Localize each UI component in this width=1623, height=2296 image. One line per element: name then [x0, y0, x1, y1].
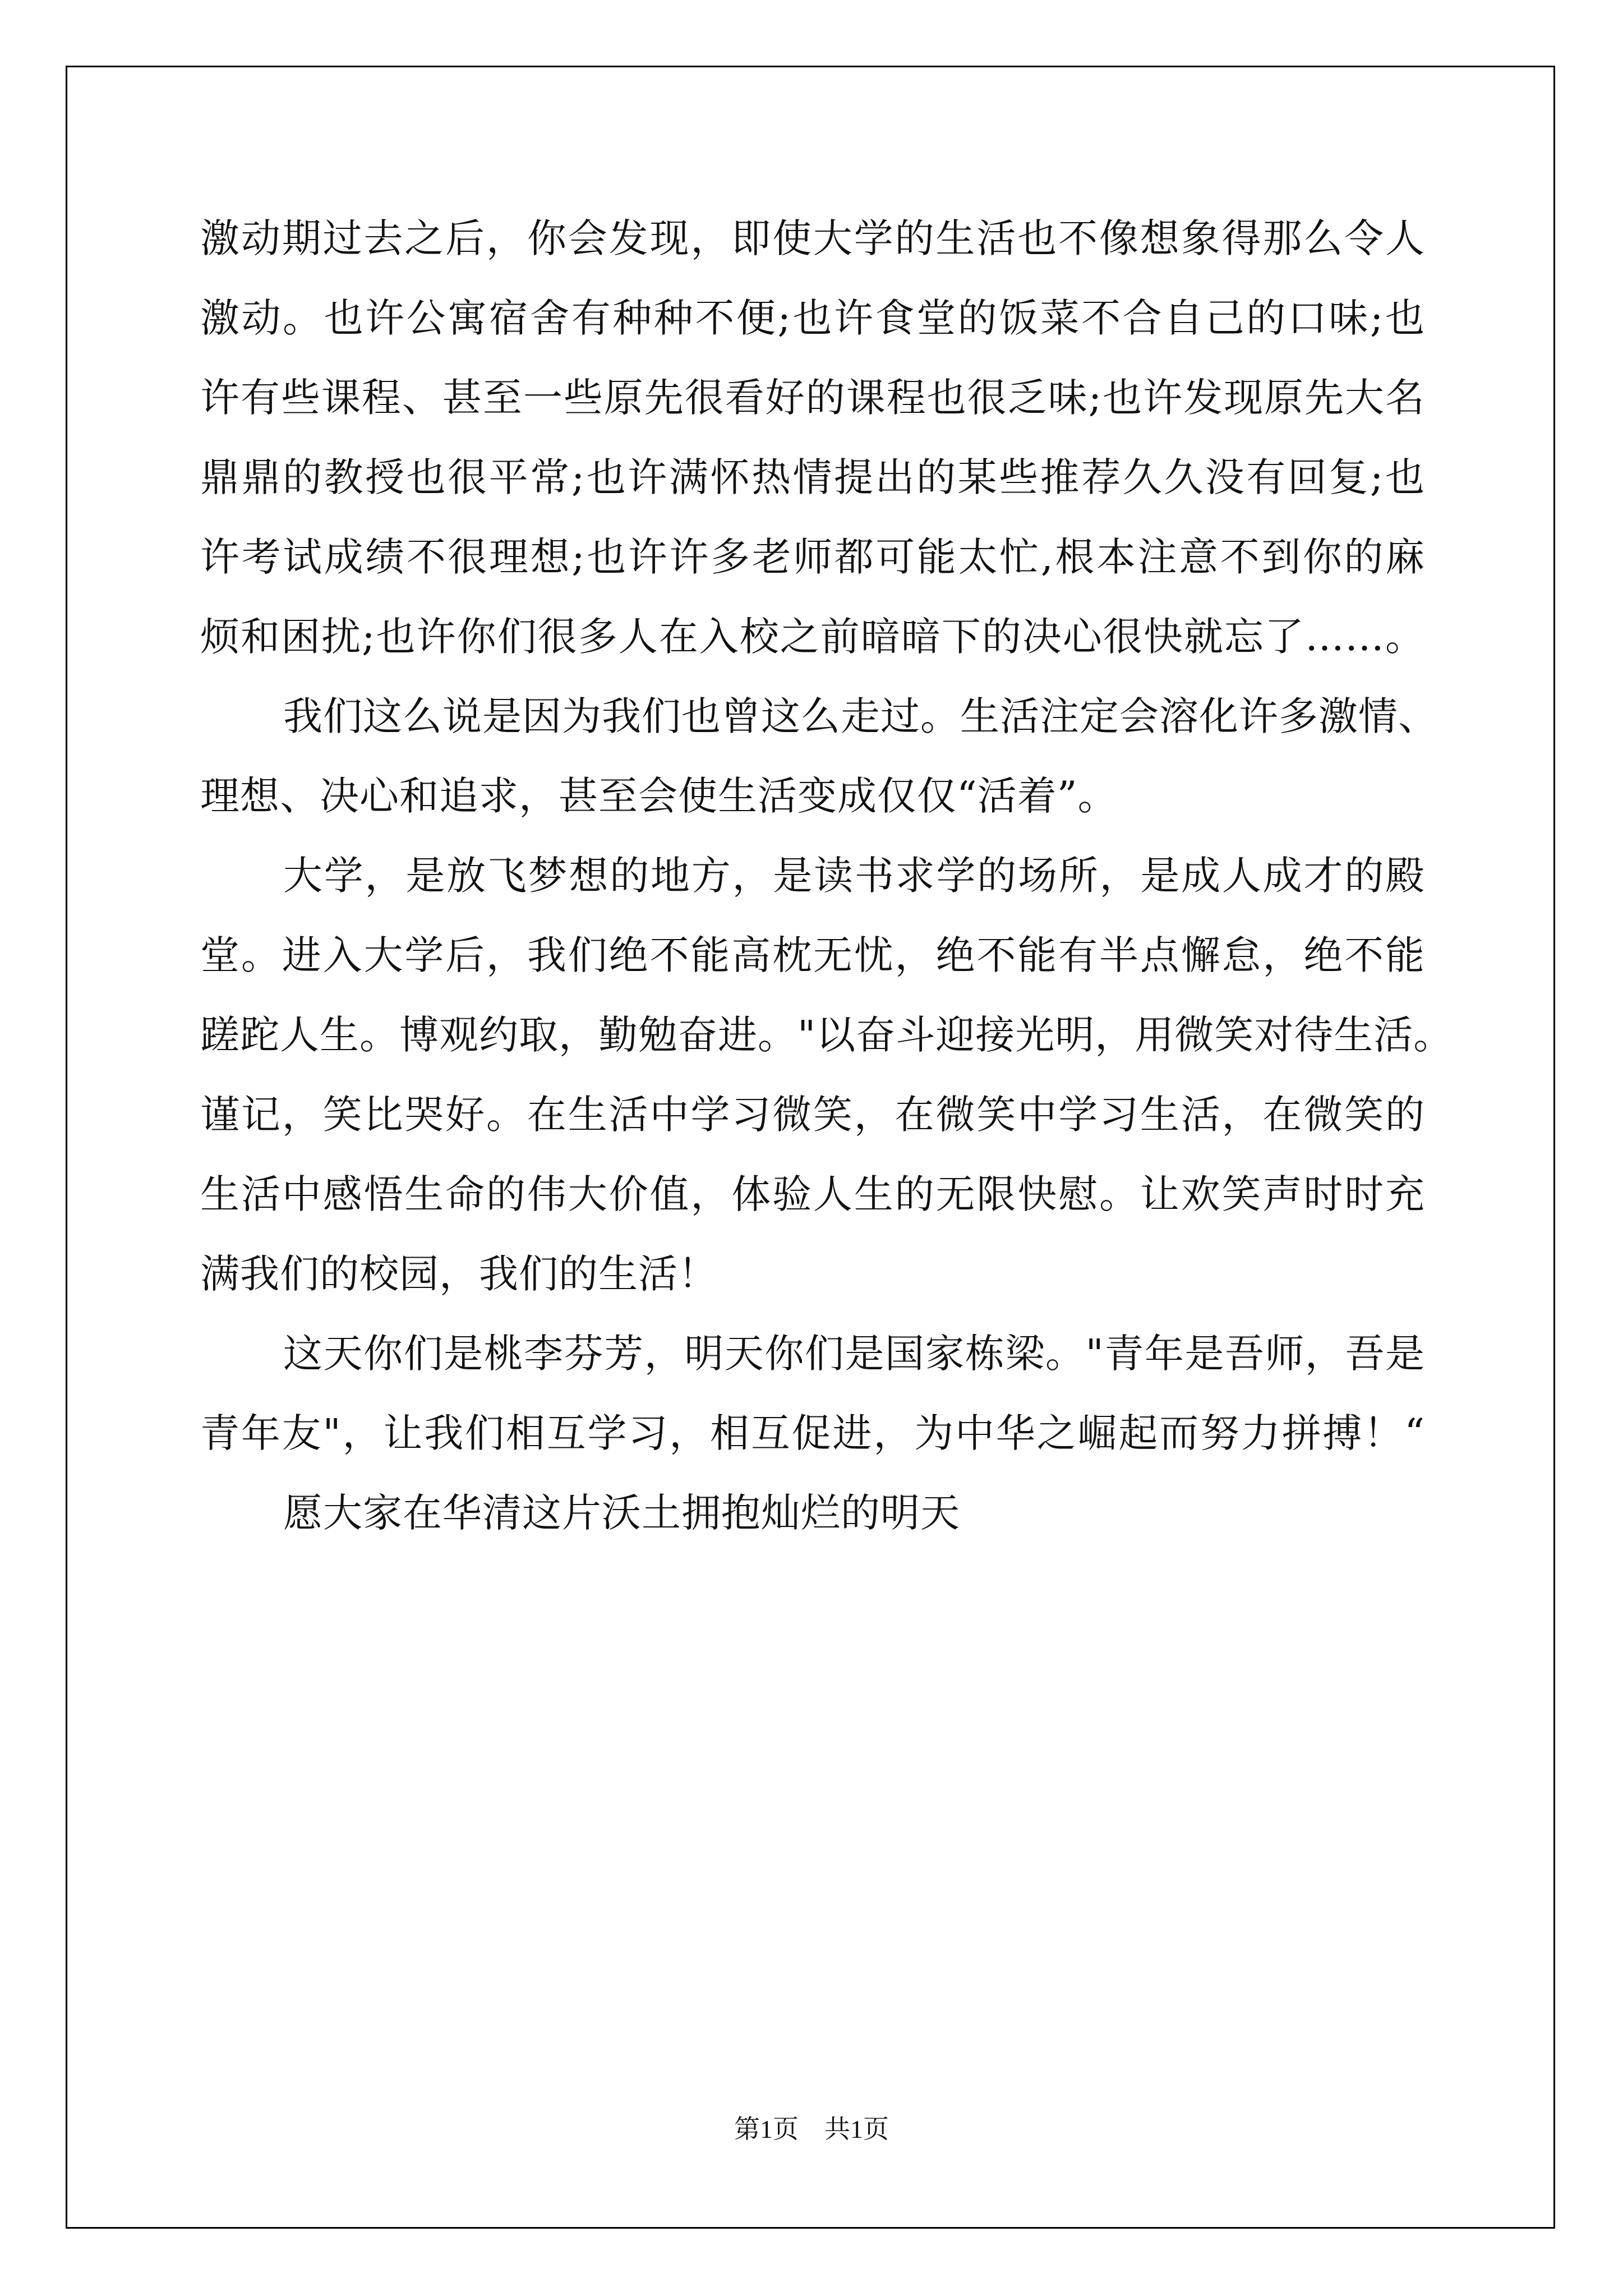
paragraph-3-line-4: 谨记，笑比哭好。在生活中学习微笑，在微笑中学习生活，在微笑的 — [200, 1092, 1425, 1138]
paragraph-2-line-1: 我们这么说是因为我们也曾这么走过。生活注定会溶化许多激情、 — [283, 693, 1438, 739]
paragraph-4-line-2: 青年友"，让我们相互学习，相互促进，为中华之崛起而努力拼搏！“ — [200, 1410, 1425, 1456]
paragraph-4-line-1: 这天你们是桃李芬芳，明天你们是国家栋梁。"青年是吾师，吾是 — [283, 1331, 1425, 1377]
paragraph-2-line-2: 理想、决心和追求，甚至会使生活变成仅仅“活着”。 — [200, 773, 1118, 819]
page-number-label: 第1页 共1页 — [734, 2115, 889, 2143]
paragraph-3-line-1: 大学，是放飞梦想的地方，是读书求学的场所，是成人成才的殿 — [283, 853, 1425, 899]
paragraph-1-line-6: 烦和困扰;也许你们很多人在入校之前暗暗下的决心很快就忘了……。 — [200, 614, 1425, 660]
paragraph-1-line-1: 激动期过去之后，你会发现，即使大学的生活也不像想象得那么令人 — [200, 215, 1425, 261]
paragraph-1-line-3: 许有些课程、甚至一些原先很看好的课程也很乏味;也许发现原先大名 — [200, 375, 1425, 421]
paragraph-3-line-5: 生活中感悟生命的伟大价值，体验人生的无限快慰。让欢笑声时时充 — [200, 1171, 1425, 1217]
paragraph-1-line-5: 许考试成绩不很理想;也许许多老师都可能太忙,根本注意不到你的麻 — [200, 534, 1425, 580]
paragraph-3-line-2: 堂。进入大学后，我们绝不能高枕无忧，绝不能有半点懈怠，绝不能 — [200, 932, 1425, 978]
paragraph-3-line-6: 满我们的校园，我们的生活！ — [200, 1251, 718, 1297]
paragraph-1-line-4: 鼎鼎的教授也很平常;也许满怀热情提出的某些推荐久久没有回复;也 — [200, 454, 1425, 500]
page-footer — [0, 2113, 1623, 2146]
paragraph-5-line-1: 愿大家在华清这片沃土拥抱灿烂的明天 — [283, 1490, 960, 1536]
paragraph-3-line-3: 蹉跎人生。博观约取，勤勉奋进。"以奋斗迎接光明，用微笑对待生活。 — [200, 1012, 1454, 1058]
paragraph-1-line-2: 激动。也许公寓宿舍有种种不便;也许食堂的饭菜不合自己的口味;也 — [200, 295, 1425, 341]
